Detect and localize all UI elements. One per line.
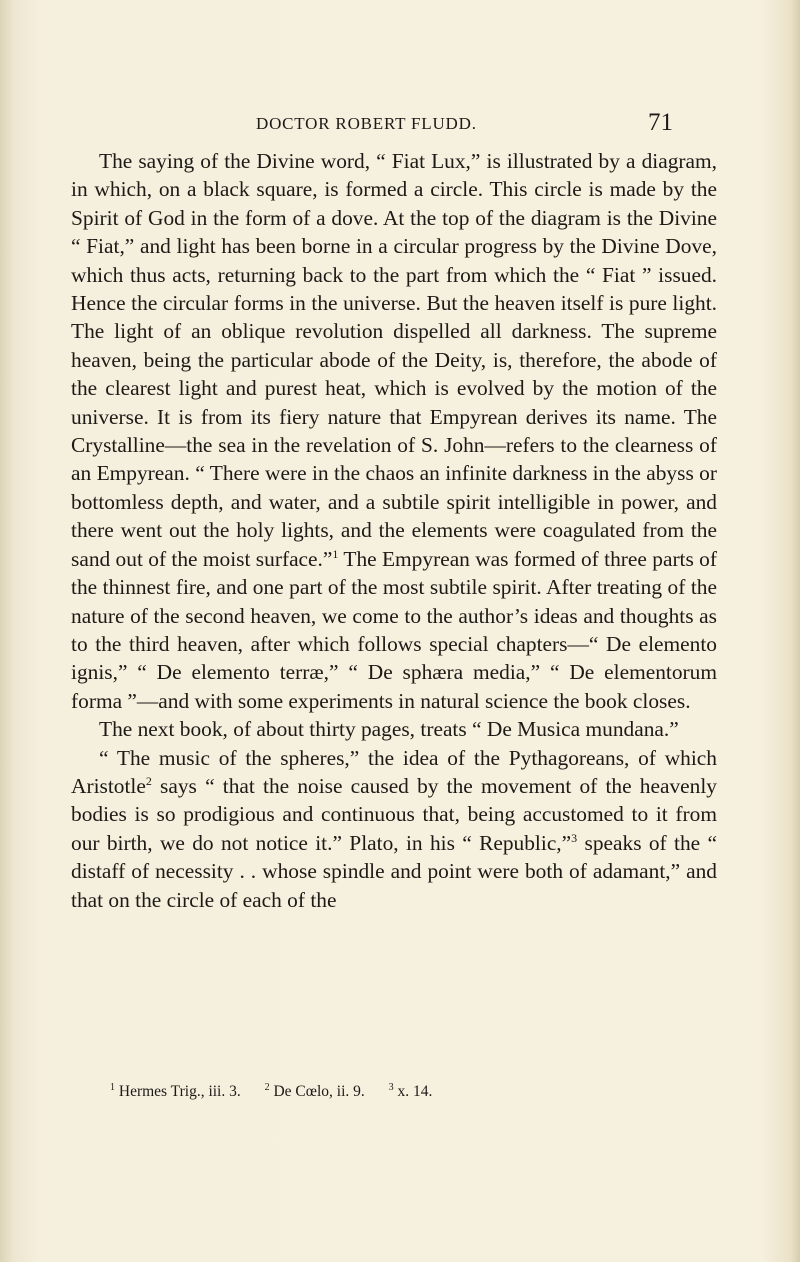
page-number: 71 — [648, 109, 673, 136]
footnote — [110, 1083, 241, 1100]
paragraph-text: The saying of the Divine word, “ Fiat Lux,” is illustrated by a diagram, in which, on a black square, is formed a circle. This circle is made by the Spirit of God in the form of a dove. At the top of the diagram is the Divine “ Fiat,” and light has been borne in a circular progress by the Divine Dove, which thus acts, returning back to the part from which the “ Fiat ” issued. Hence the circular forms in the universe. But the heaven itself is pure light. The light of an oblique revolution dispelled all darkness. The supreme heaven, being the particular abode of the Deity, is, therefore, the abode of the clearest light and purest heat, which is evolved by the motion of the universe. It is from its fiery nature that Empyrean derives its name. The Crystalline—the sea in the revelation of S. John—refers to the clearness of an Empyrean. “ There were in the chaos an infinite darkness in the abyss or bottomless depth, and water, and a subtile spirit intelligible in power, and there went out the holy lights, and the elements were coagulated from the sand out of the moist surface.” — [71, 149, 717, 571]
paragraph-text: The Empyrean was formed of three parts of the thinnest fire, and one part of the most subtile spirit. After treating of the nature of the second heaven, we come to the author’s ideas and thoughts as to the third heaven, after which follows special chapters—“ De elemento ignis,” “ De elemento terræ,” “ De sphæra media,” “ De elementorum forma ”—and with some experiments in natural science the book closes. — [71, 546, 718, 713]
footnote-text: Hermes Trig., iii. 3. — [115, 1083, 241, 1100]
paragraph-text: speaks of the “ distaff of necessity . . whose spindle and point were both of adamant,” and that on the circle of each of the — [71, 830, 717, 912]
footnote-ref: 3 — [571, 830, 578, 845]
body-text — [71, 147, 717, 914]
paragraph — [71, 744, 717, 914]
paragraph-text: The next book, of about thirty pages, treats “ De Musica mundana.” — [99, 717, 679, 742]
footnote-mark: 1 — [110, 1082, 115, 1093]
running-head: DOCTOR ROBERT FLUDD. — [256, 114, 477, 133]
paragraph — [71, 715, 717, 743]
footnote-text: x. 14. — [393, 1083, 433, 1100]
footnotes — [110, 1082, 750, 1102]
footnote-ref: 2 — [145, 773, 152, 788]
page-header — [0, 111, 800, 137]
footnote — [389, 1083, 433, 1100]
paragraph — [71, 147, 717, 715]
footnote-ref: 1 — [332, 546, 339, 561]
footnote-mark: 2 — [264, 1082, 270, 1093]
footnote-mark: 3 — [388, 1082, 394, 1093]
paragraph-text: says “ that the noise caused by the movement of the heavenly bodies is so prodigious and continuous that, being accustomed to it from our birth, we do not notice it.” Plato, in his “ Republic,” — [71, 773, 717, 855]
paragraph-text: “ The music of the spheres,” the idea of the Pythagoreans, of which Aristotle — [71, 745, 717, 798]
footnote — [265, 1083, 365, 1100]
footnote-text: De Cœlo, ii. 9. — [269, 1083, 365, 1100]
